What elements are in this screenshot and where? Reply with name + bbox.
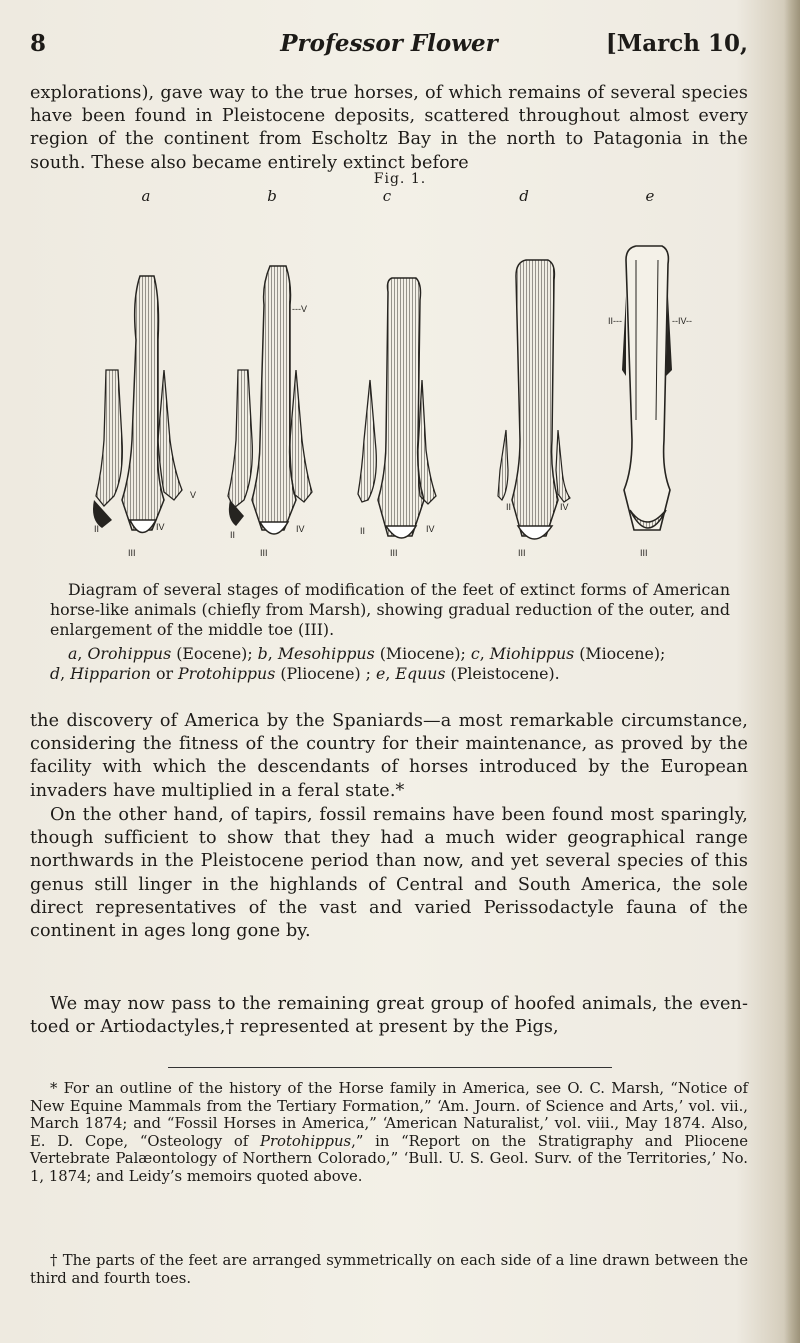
caption-name-equus: Equus (395, 664, 446, 683)
foot-d-hipparion (498, 260, 570, 539)
caption-period-d: (Pliocene) ; (275, 664, 377, 683)
footnote-1 (30, 1080, 748, 1186)
label-b-v: ---V (292, 304, 307, 314)
figure-letter-d: d (519, 187, 529, 205)
caption-name-orohippus: Orohippus (87, 644, 172, 663)
running-title: Professor Flower (280, 30, 498, 57)
label-c-iii: III (390, 548, 398, 558)
label-a-iv: IV (156, 522, 165, 532)
caption-letter-e: e (376, 664, 386, 683)
caption-period-c: (Miocene); (574, 644, 666, 663)
caption-period-e: (Pleistocene). (445, 664, 560, 683)
label-a-iii: III (128, 548, 136, 558)
label-b-iv: IV (296, 524, 305, 534)
caption-name-hipparion: Hipparion (70, 664, 151, 683)
figure-title: Fig. 1. (373, 171, 427, 187)
label-d-iii: III (518, 548, 526, 558)
intro-paragraph: explorations), gave way to the true horses, of which remains of several species have been found in Pleistocene deposits, scattered throughout almost every region of the continent from Escholtz Bay in the north to Patagonia in the south. These also became entirely extinct before (30, 83, 748, 173)
figure-letter-a: a (141, 187, 151, 205)
running-header (30, 30, 748, 60)
footnote-1-text-b: ,” in “Report on the Stratigraphy and Pliocene Vertebrate Palæontology of Northern Colorado,” ‘Bull. U. S. Geol. Surv. of the Territories,’ No. 1, 1874; and Leidy’s memoirs quoted above. (30, 1132, 749, 1185)
footnote-2: † The parts of the feet are arranged symmetrically on each side of a line drawn between the third and fourth toes. (30, 1252, 748, 1287)
label-a-v: V (190, 490, 197, 500)
label-d-ii: II (506, 502, 512, 512)
label-e-iii: III (640, 548, 648, 558)
caption-name-protohippus: Protohippus (178, 664, 276, 683)
caption-period-b: (Miocene); (374, 644, 471, 663)
label-c-ii: II (360, 526, 366, 536)
label-a-ii: II (94, 524, 100, 534)
caption-name-mesohippus: Mesohippus (277, 644, 375, 663)
figure-letter-e: e (645, 187, 655, 205)
horse-feet-engraving (70, 200, 710, 575)
label-e-iv: --IV-- (672, 316, 692, 326)
label-b-ii: II (230, 530, 236, 540)
caption-letter-b: b (257, 644, 268, 663)
figure-letter-b: b (267, 187, 277, 205)
foot-e-equus (622, 246, 672, 530)
caption-or: or (150, 664, 179, 683)
figure-caption-taxa: a, Orohippus (Eocene); b, Mesohippus (Miocene); c, Miohippus (Miocene); d, Hipparion or Protohippus (Pliocene) ; e, Equus (Pleistocene). (50, 644, 666, 683)
body-paragraph-3: We may now pass to the remaining great group of hoofed animals, the even-toed or Artiodactyles,† represented at present by the Pigs, (30, 994, 748, 1038)
body-paragraph-1: the discovery of America by the Spaniards—a most remarkable circumstance, considering the fitness of the country for their maintenance, as proved by the facility with which the descendants of horses introduced by the European invaders have multiplied in a feral state.* (30, 711, 748, 801)
page-number: 8 (30, 30, 47, 57)
caption-name-miohippus: Miohippus (489, 644, 575, 663)
label-d-iv: IV (560, 502, 569, 512)
figure-caption: Diagram of several stages of modification of the feet of extinct forms of American horse-like animals (chiefly from Marsh), showing gradual reduction of the outer, and enlargement of the middle toe (III). (50, 580, 730, 639)
body-paragraph-2: On the other hand, of tapirs, fossil remains have been found most sparingly, though sufficient to show that they had a much wider geographical range northwards in the Pleistocene period than now, and yet several species of this genus still linger in the highlands of Central and South America, the sole direct representatives of the vast and varied Perissodactyle fauna of the continent in ages long gone by. (30, 805, 748, 942)
caption-letter-c: c (470, 644, 480, 663)
label-b-iii: III (260, 548, 268, 558)
label-c-iv: IV (426, 524, 435, 534)
figure-letter-c: c (382, 187, 392, 205)
caption-period-a: (Eocene); (171, 644, 258, 663)
footnote-1-italic: Protohippus (260, 1132, 352, 1150)
foot-a-orohippus (93, 276, 182, 533)
running-date: [March 10, (605, 30, 748, 57)
page-edge-shadow (784, 0, 800, 1343)
label-e-ii: II--- (608, 316, 622, 326)
footnote-rule (168, 1067, 612, 1068)
caption-letter-a: a (68, 644, 78, 663)
foot-c-miohippus (358, 278, 436, 538)
footnote-1-text-a: * For an outline of the history of the Horse family in America, see O. C. Marsh, “Notice of New Equine Mammals from the Tertiary Formation,” ‘Am. Journ. of Science and Arts,’ vol. vii., March 1874; and “Fossil Horses in America,” ‘American Naturalist,’ vol. viii., May 1874. Also, E. D. Cope, “Osteology of (30, 1080, 748, 1150)
caption-letter-d: d (50, 664, 61, 683)
